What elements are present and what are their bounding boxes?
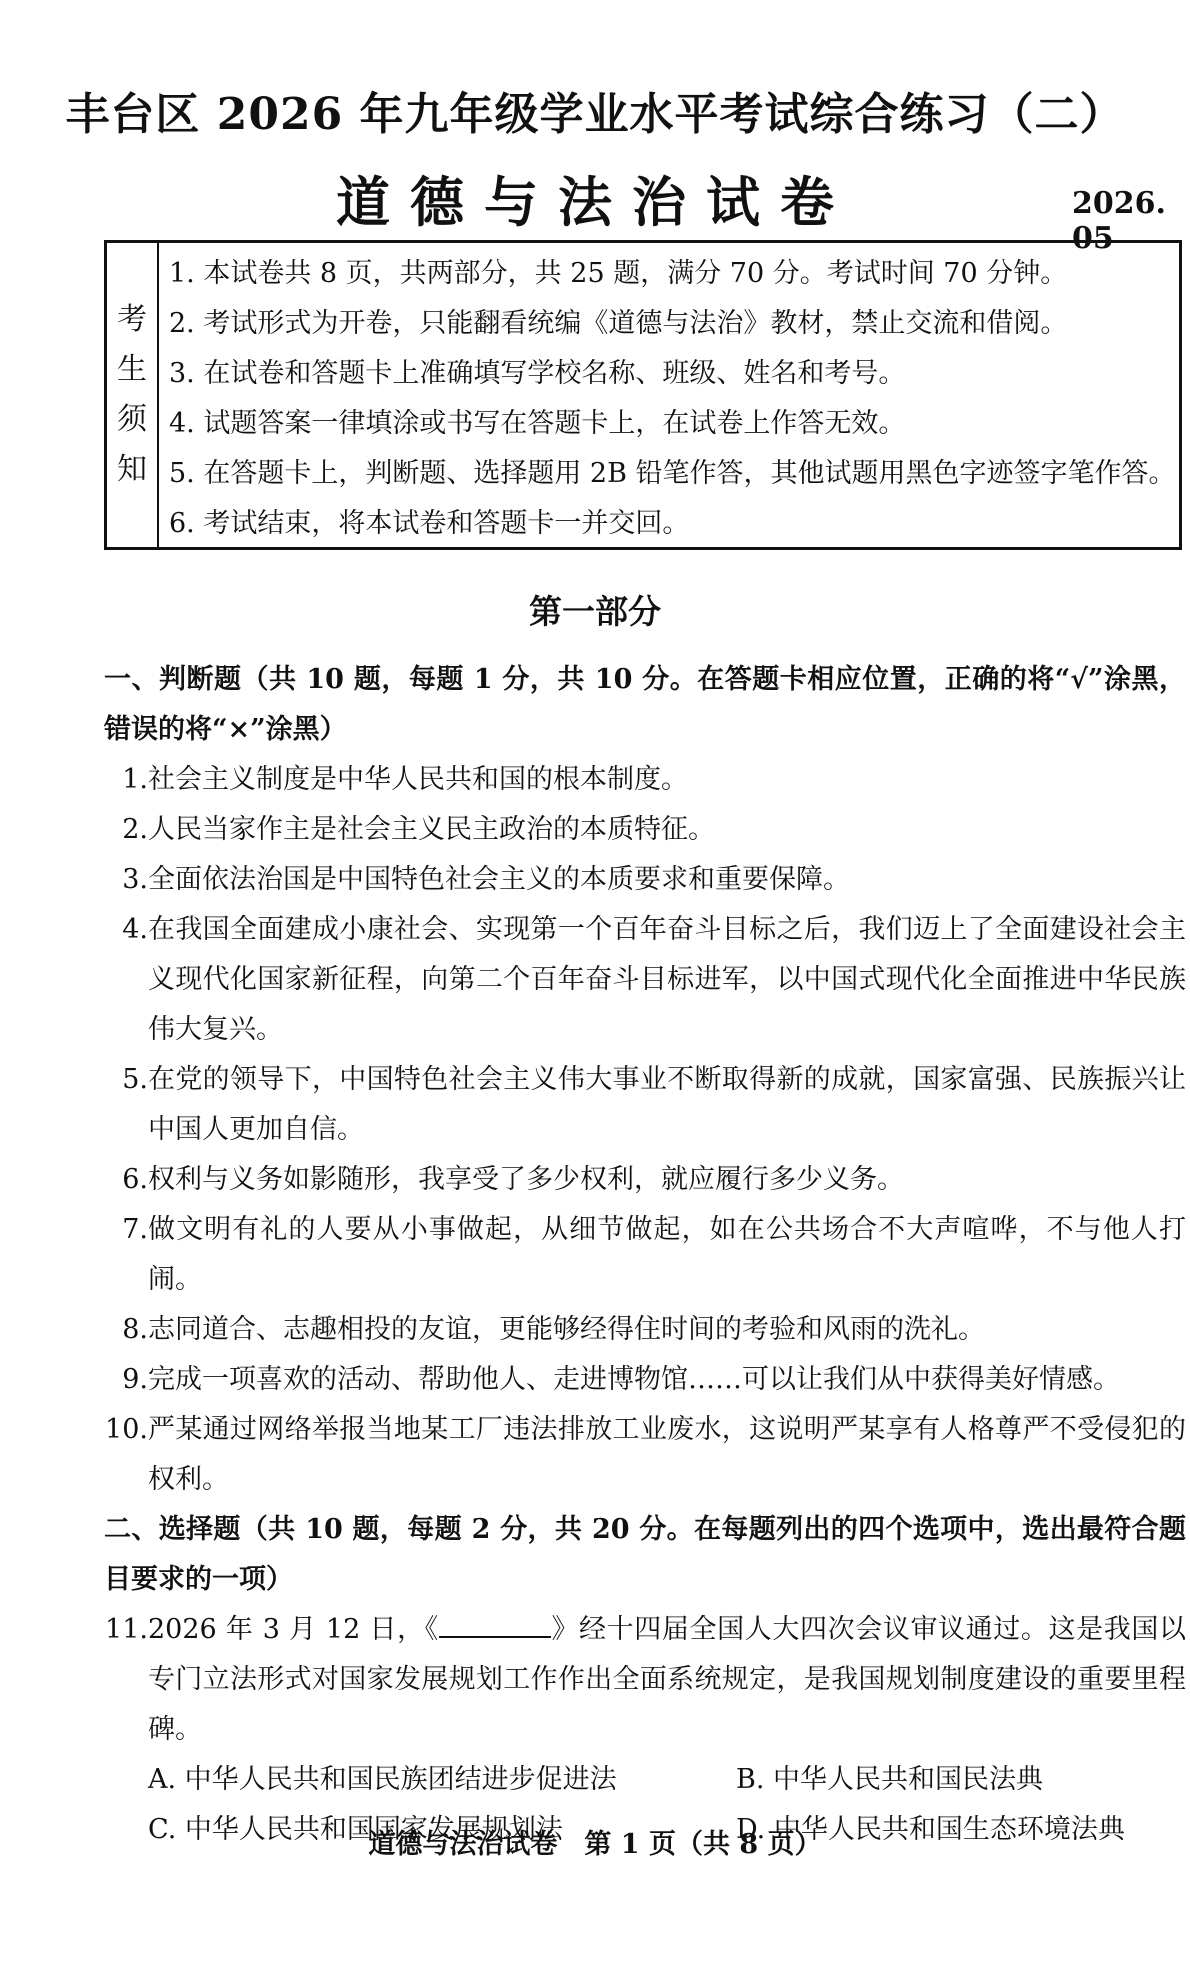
question-number: 10.: [105, 1414, 148, 1445]
question-text: 社会主义制度是中华人民共和国的根本制度。: [148, 764, 688, 795]
question-item: [104, 1605, 1186, 1755]
question-text-after: 》经十四届全国人大四次会议审议通过。这是我国以专门立法形式对国家发展规划工作作出全面系统规定，是我国规划制度建设的重要里程碑。: [148, 1614, 1186, 1745]
notice-side-char: 须: [117, 402, 147, 437]
question-text: [148, 1605, 1186, 1755]
fill-blank: [439, 1610, 551, 1638]
question-item: [104, 1055, 1186, 1155]
notice-item: 1. 本试卷共 8 页，共两部分，共 25 题，满分 70 分。考试时间 70 分钟。: [169, 258, 1068, 289]
question-item: [104, 1205, 1186, 1305]
question-item: [104, 1305, 1186, 1355]
notice-list: [169, 249, 1176, 549]
section-heading-choice: 二、选择题（共 10 题，每题 2 分，共 20 分。在每题列出的四个选项中，选出最符合题目要求的一项）: [104, 1514, 1186, 1595]
subject-title: 道德与法治试卷: [336, 170, 854, 234]
notice-item: 4. 试题答案一律填涂或书写在答题卡上，在试卷上作答无效。: [169, 408, 906, 439]
question-text: 全面依法治国是中国特色社会主义的本质要求和重要保障。: [148, 864, 850, 895]
question-number: 11.: [105, 1614, 148, 1645]
question-number: 7.: [122, 1214, 148, 1245]
question-text: 在我国全面建成小康社会、实现第一个百年奋斗目标之后，我们迈上了全面建设社会主义现代化国家新征程，向第二个百年奋斗目标进军，以中国式现代化全面推进中华民族伟大复兴。: [148, 914, 1186, 1045]
section-heading-judgment: 一、判断题（共 10 题，每题 1 分，共 10 分。在答题卡相应位置，正确的将“√”涂黑，错误的将“×”涂黑）: [104, 664, 1186, 745]
question-number: 4.: [122, 914, 148, 945]
notice-side-char: 知: [117, 452, 147, 487]
question-item: [104, 1155, 1186, 1205]
questions-body: [104, 655, 1186, 1855]
question-number: 3.: [122, 864, 148, 895]
candidate-notice-box: [104, 240, 1182, 550]
question-text: 完成一项喜欢的活动、帮助他人、走进博物馆……可以让我们从中获得美好情感。: [148, 1364, 1120, 1395]
page-footer: 道德与法治试卷 第 1 页（共 8 页）: [368, 1829, 822, 1860]
option-b: B. 中华人民共和国民法典: [736, 1764, 1044, 1795]
question-item: [104, 855, 1186, 905]
question-text: 权利与义务如影随形，我享受了多少权利，就应履行多少义务。: [148, 1164, 904, 1195]
question-text: 人民当家作主是社会主义民主政治的本质特征。: [148, 814, 715, 845]
part-title: 第一部分: [529, 592, 661, 631]
question-text: 在党的领导下，中国特色社会主义伟大事业不断取得新的成就，国家富强、民族振兴让中国人更加自信。: [148, 1064, 1186, 1145]
option-a: A. 中华人民共和国民族团结进步促进法: [148, 1764, 617, 1795]
option-c: C. 中华人民共和国国家发展规划法: [148, 1814, 563, 1845]
question-text-before: 2026 年 3 月 12 日，《: [148, 1614, 439, 1645]
notice-item: 3. 在试卷和答题卡上准确填写学校名称、班级、姓名和考号。: [169, 358, 906, 389]
question-number: 1.: [122, 764, 148, 795]
exam-title: 丰台区 2026 年九年级学业水平考试综合练习（二）: [65, 89, 1125, 140]
question-item: [104, 905, 1186, 1055]
question-item: [104, 755, 1186, 805]
question-text: 志同道合、志趣相投的友谊，更能够经得住时间的考验和风雨的洗礼。: [148, 1314, 985, 1345]
notice-item: 2. 考试形式为开卷，只能翻看统编《道德与法治》教材，禁止交流和借阅。: [169, 308, 1068, 339]
question-number: 9.: [122, 1364, 148, 1395]
notice-item: 5. 在答题卡上，判断题、选择题用 2B 铅笔作答，其他试题用黑色字迹签字笔作答。: [169, 458, 1176, 489]
notice-side-label: [107, 243, 159, 547]
question-number: 6.: [122, 1164, 148, 1195]
question-text: 严某通过网络举报当地某工厂违法排放工业废水，这说明严某享有人格尊严不受侵犯的权利。: [148, 1414, 1186, 1495]
question-number: 8.: [122, 1314, 148, 1345]
question-text: 做文明有礼的人要从小事做起，从细节做起，如在公共场合不大声喧哗，不与他人打闹。: [148, 1214, 1186, 1295]
option-d: D. 中华人民共和国生态环境法典: [736, 1814, 1125, 1845]
question-item: [104, 1355, 1186, 1405]
question-number: 5.: [122, 1064, 148, 1095]
notice-item: 6. 考试结束，将本试卷和答题卡一并交回。: [169, 508, 690, 539]
notice-side-char: 生: [117, 352, 147, 387]
question-item: [104, 1405, 1186, 1505]
exam-date: 2026. 05: [1072, 186, 1166, 256]
question-number: 2.: [122, 814, 148, 845]
question-item: [104, 805, 1186, 855]
notice-side-char: 考: [117, 302, 147, 337]
